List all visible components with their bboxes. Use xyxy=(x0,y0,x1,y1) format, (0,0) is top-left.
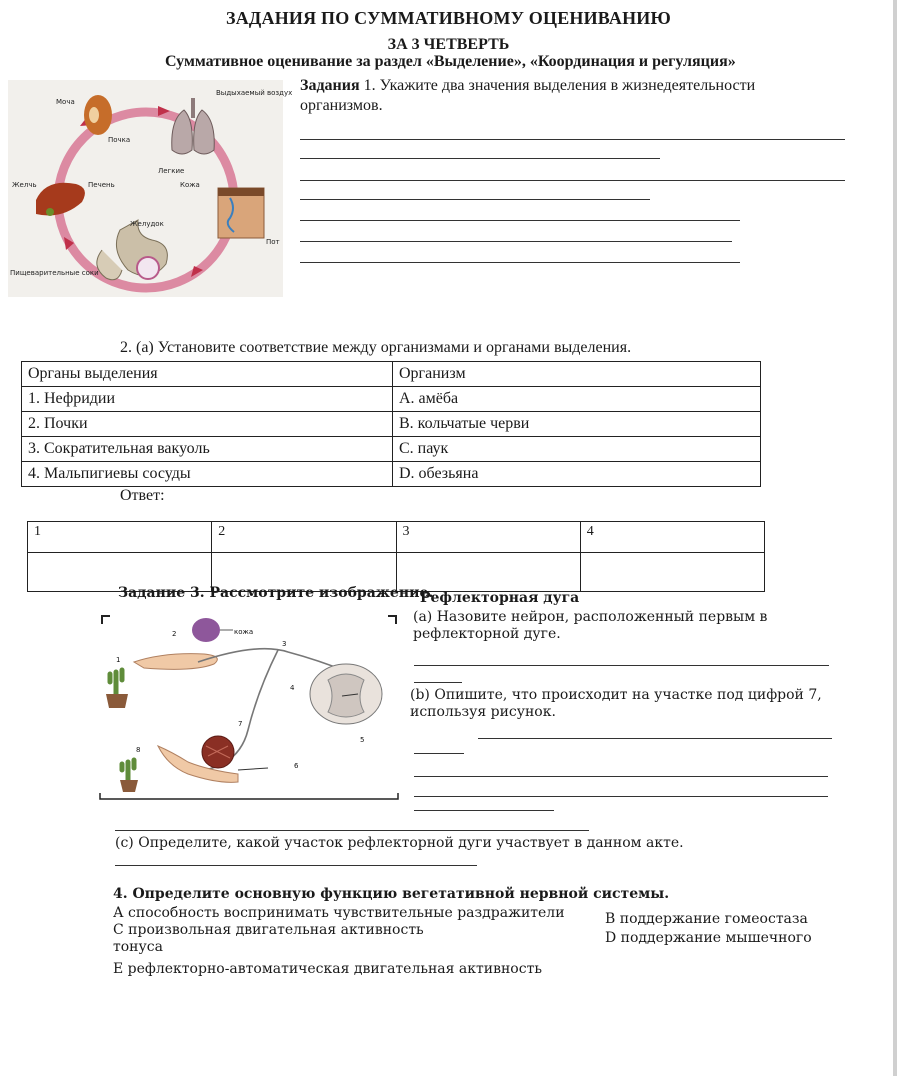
answer-number: 1 xyxy=(28,522,212,553)
question-3b: (b) Опишите, что происходит на участке под цифрой 7, используя рисунок. xyxy=(410,687,822,720)
answer-number: 4 xyxy=(580,522,764,553)
number-8-label: 8 xyxy=(136,746,141,754)
answer-line[interactable] xyxy=(414,776,828,777)
table-header-row xyxy=(22,362,761,387)
answer-cell[interactable] xyxy=(580,553,764,592)
task4-title: 4. Определите основную функцию вегетативной нервной системы. xyxy=(113,886,670,902)
answer-line[interactable] xyxy=(300,220,740,221)
table-row xyxy=(22,462,761,487)
answer-line[interactable] xyxy=(300,262,740,263)
bile-label: Желчь xyxy=(12,181,37,189)
table-row xyxy=(22,387,761,412)
option-c[interactable]: С произвольная двигательная активность xyxy=(113,922,424,938)
answer-line[interactable] xyxy=(300,180,845,181)
stomach-label: Желудок xyxy=(130,220,164,228)
table-header-organs: Органы выделения xyxy=(22,362,393,387)
urine-label: Моча xyxy=(56,98,75,106)
number-6-label: 6 xyxy=(294,762,299,770)
answer-line[interactable] xyxy=(115,830,589,831)
exhaled-air-label: Выдыхаемый воздух xyxy=(216,89,293,97)
organism-cell: D. обезьяна xyxy=(393,462,761,487)
organ-cell: 2. Почки xyxy=(22,412,393,437)
number-4-label: 4 xyxy=(290,684,295,692)
organ-cell: 1. Нефридии xyxy=(22,387,393,412)
answer-line[interactable] xyxy=(414,682,462,683)
option-a[interactable]: А способность воспринимать чувствительные раздражители xyxy=(113,905,565,921)
answer-number: 3 xyxy=(396,522,580,553)
answer-line[interactable] xyxy=(300,241,732,242)
answer-label: Ответ: xyxy=(120,487,165,504)
option-e[interactable]: Е рефлекторно-автоматическая двигательная активность xyxy=(113,961,542,977)
document-title: ЗАДАНИЯ ПО СУММАТИВНОМУ ОЦЕНИВАНИЮ xyxy=(226,8,671,28)
kidney-label: Почка xyxy=(108,136,131,144)
matching-table xyxy=(21,361,761,487)
answer-number: 2 xyxy=(212,522,396,553)
table-row xyxy=(22,437,761,462)
task2-title: 2. (а) Установите соответствие между организмами и органами выделения. xyxy=(120,339,632,356)
reflex-arc-title: Рефлекторная дуга xyxy=(420,590,580,606)
reflex-arc-diagram xyxy=(98,610,400,805)
answer-line[interactable] xyxy=(300,199,650,200)
page-edge xyxy=(893,0,897,1076)
answer-line[interactable] xyxy=(414,810,554,811)
table-header-organism: Организм xyxy=(393,362,761,387)
answer-line[interactable] xyxy=(414,796,828,797)
table-row xyxy=(22,412,761,437)
sweat-label: Пот xyxy=(266,238,280,246)
number-2-label: 2 xyxy=(172,630,177,638)
number-1-label: 1 xyxy=(116,656,121,664)
number-5-label: 5 xyxy=(360,736,365,744)
question-3c: (c) Определите, какой участок рефлекторной дуги участвует в данном акте. xyxy=(115,835,684,851)
excretion-diagram xyxy=(8,80,293,297)
lungs-label: Легкие xyxy=(158,167,185,175)
organism-cell: C. паук xyxy=(393,437,761,462)
number-3-label: 3 xyxy=(282,640,287,648)
option-d-continuation: тонуса xyxy=(113,939,163,955)
task1-text: 1. Укажите два значения выделения в жизнедеятельности организмов. xyxy=(300,77,756,114)
organ-cell: 4. Мальпигиевы сосуды xyxy=(22,462,393,487)
answer-line[interactable] xyxy=(414,753,464,754)
answer-line[interactable] xyxy=(478,738,832,739)
answer-grid xyxy=(27,521,765,592)
option-b[interactable]: В поддержание гомеостаза xyxy=(605,911,808,927)
organism-cell: B. кольчатые черви xyxy=(393,412,761,437)
option-d[interactable]: D поддержание мышечного xyxy=(605,930,812,946)
digestive-juices-label: Пищеварительные соки xyxy=(10,269,99,277)
skin-label: Кожа xyxy=(180,181,200,189)
liver-label: Печень xyxy=(88,181,115,189)
answer-header-row xyxy=(28,522,765,553)
hand-top-icon xyxy=(134,654,217,670)
organ-cell: 3. Сократительная вакуоль xyxy=(22,437,393,462)
answer-line[interactable] xyxy=(414,665,829,666)
answer-line[interactable] xyxy=(115,865,477,866)
skin-label: кожа xyxy=(234,628,254,636)
number-7-label: 7 xyxy=(238,720,243,728)
organism-cell: А. амёба xyxy=(393,387,761,412)
section-subtitle: Суммативное оценивание за раздел «Выделение», «Координация и регуляция» xyxy=(165,53,736,70)
task3-title: Задание 3. Рассмотрите изображение. xyxy=(118,585,434,601)
task1-prompt xyxy=(300,76,840,116)
quarter-subtitle: ЗА 3 ЧЕТВЕРТЬ xyxy=(387,36,510,53)
question-3a: (а) Назовите нейрон, расположенный первым в рефлекторной дуге. xyxy=(413,609,768,642)
answer-line[interactable] xyxy=(300,158,660,159)
answer-line[interactable] xyxy=(300,139,845,140)
task1-label: Задания xyxy=(300,77,360,94)
